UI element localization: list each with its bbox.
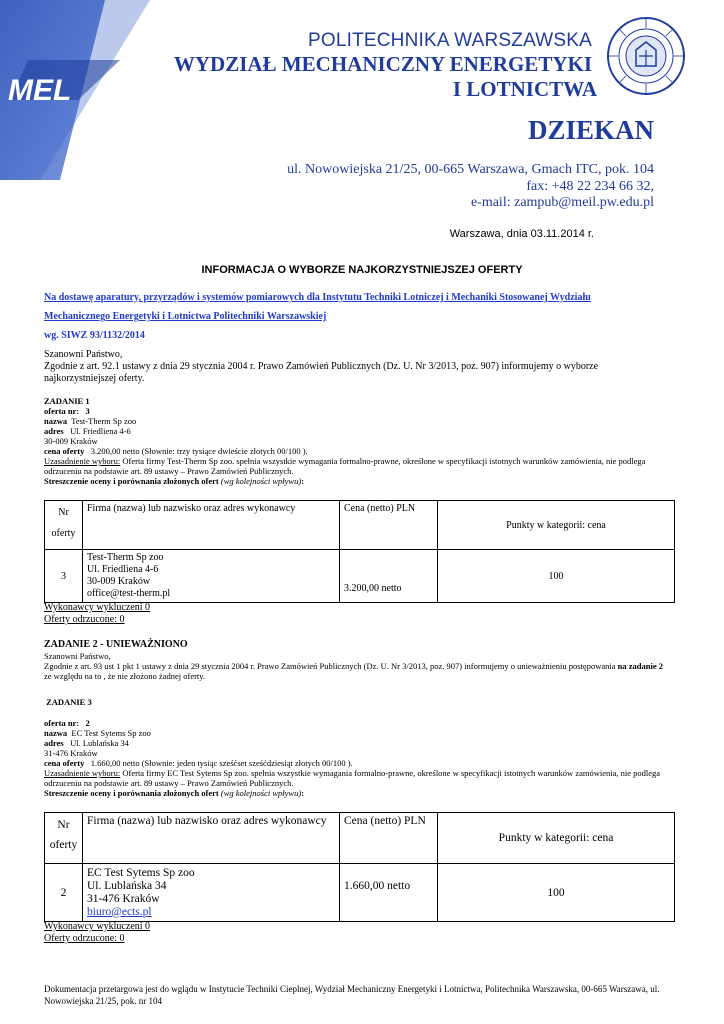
task1-excluded: Wykonawcy wykluczeni 0 [44,602,151,613]
task1-rejected: Oferty odrzucone: 0 [44,614,125,625]
header-cell-points: Punkty w kategorii: cena [438,813,675,864]
task1-justification-label: Uzasadnienie wyboru: [44,456,121,466]
task1-address1: Ul. Friedliena 4-6 [70,426,131,436]
header-cell-firm: Firma (nazwa) lub nazwisko oraz adres wykonawcy [83,501,340,550]
siwz-reference: wg. SIWZ 93/1132/2014 [44,330,145,341]
faculty-name-line2: I LOTNICTWA [452,77,597,101]
cell-price: 3.200,00 netto [340,550,438,603]
task3-offer-label: oferta nr: [44,718,80,728]
task1-summary-note: (wg kolejności wpływu) [220,476,302,486]
task3-summary-note: (wg kolejności wpływu) [220,788,302,798]
footer-note: Dokumentacja przetargowa jest do wglądu w Instytucie Techniki Cieplnej, Wydział Mechaniczny Energetyki i Lotnictwa, Politechnika Warszawska, 00-665 Warszawa, ul. Nowowiejska 21/25, pok. nr 104 [44,984,660,1006]
header-cell-points: Punkty w kategorii: cena [438,501,675,550]
task3-title: ZADANIE 3 [46,697,92,707]
header-cell-price: Cena (netto) PLN [340,501,438,550]
address-line: ul. Nowowiejska 21/25, 00-665 Warszawa, Gmach ITC, pok. 104 [287,162,654,177]
email-line[interactable]: e-mail: zampub@meil.pw.edu.pl [470,195,654,210]
table-row [45,550,675,603]
task1-offer-label: oferta nr: [44,406,80,416]
task2-greeting: Szanowni Państwo, [44,651,111,661]
task3-name-label: nazwa [44,728,68,738]
office-title: DZIEKAN [527,115,654,145]
cell-points: 100 [438,864,675,922]
document-title: INFORMACJA O WYBORZE NAJKORZYSTNIEJSZEJ OFERTY [201,264,523,276]
task1-price-label: cena oferty [44,446,85,456]
task3-summary-label: Streszczenie oceny i porównania złożonych ofert [44,788,219,798]
header-cell-firm: Firma (nazwa) lub nazwisko oraz adres wykonawcy [83,813,340,864]
header-cell-nr: Nr oferty [45,813,83,864]
cell-firm: Test-Therm Sp zoo Ul. Friedliena 4-6 30-009 Kraków office@test-therm.pl [83,550,340,603]
task3-address2: 31-476 Kraków [44,748,98,758]
task3-price-label: cena oferty [44,758,85,768]
mel-logo [0,0,150,180]
header-cell-nr: Nr oferty [45,501,83,550]
task1-title: ZADANIE 1 [44,396,90,406]
task1-name-label: nazwa [44,416,68,426]
task3-offer-number: 2 [85,718,90,728]
task3-price: 1.660,00 netto (Słownie: jeden tysiąc sześćset sześćdziesiąt złotych 00/100 ). [90,758,353,768]
university-name: POLITECHNIKA WARSZAWSKA [307,30,592,51]
cell-firm: EC Test Sytems Sp zoo Ul. Lublańska 34 31-476 Kraków biuro@ects.pl [83,864,340,922]
header-cell-price: Cena (netto) PLN [340,813,438,864]
faculty-name-line1: WYDZIAŁ MECHANICZNY ENERGETYKI [173,52,592,76]
task3-justification: Oferta firmy EC Test Sytems Sp zoo. spełnia wszystkie wymagania formalno-prawne, określone w specyfikacji istotnych warunków zamówienia, nie podlega odrzuceniu na podstawie art. 89 ustawy – Prawo Zamówień Publicznych. [44,768,661,788]
task1-address2: 30-009 Kraków [44,436,98,446]
task1-name: Test-Therm Sp zoo [71,416,137,426]
subject-line2: Mechanicznego Energetyki i Lotnictwa Politechniki Warszawskiej [44,311,327,322]
task2-text: Zgodnie z art. 93 ust 1 pkt 1 ustawy z dnia 29 stycznia 2004 r. Prawo Zamówień Publicznych (Dz. U. Nr 3/2013, poz. 907) informujemy o unieważnieniu postępowania na zadanie 2 ze względu na to , że nie złożono żadnej oferty. [44,661,663,681]
task1-address-label: adres [44,426,64,436]
cell-points: 100 [438,550,675,603]
cell-nr: 2 [45,864,83,922]
task3-name: EC Test Sytems Sp zoo [71,728,151,738]
intro-paragraph: Zgodnie z art. 92.1 ustawy z dnia 29 stycznia 2004 r. Prawo Zamówień Publicznych (Dz. U. Nr 3/2013, poz. 907) informujemy o wyborze najkorzystniejszej oferty. [44,361,599,384]
task1-offer-number: 3 [85,406,90,416]
document-date: Warszawa, dnia 03.11.2014 r. [449,228,594,240]
table-header-row [45,813,675,864]
task3-justification-label: Uzasadnienie wyboru: [44,768,121,778]
task1-block: ZADANIE 1 oferta nr: 3 nazwa Test-Therm Sp zoo adres Ul. Friedliena 4-6 30-009 Kraków cena oferty 3.200,00 netto (Słownie: trzy tysiące dwieście złotych 00/100 ). Uzasadnienie wyboru: Oferta firmy Test-Therm Sp zoo. spełnia wszystkie wymagania formalno-prawne, określone w specyfikacji istotnych warunków zamówienia, nie podlega odrzuceniu na podstawie art. 89 ustawy – Prawo Zamówień Publicznych. Streszczenie oceny i porównania złożonych ofert (wg kolejności wpływu): [44,396,684,486]
task3-offers-table [44,812,675,922]
fax-line: fax: +48 22 234 66 32, [526,179,654,194]
task1-summary-label: Streszczenie oceny i porównania złożonych ofert [44,476,219,486]
task3-email-link[interactable]: biuro@ects.pl [87,905,152,918]
task1-price: 3.200,00 netto (Słownie: trzy tysiące dwieście złotych 00/100 ). [90,446,308,456]
task3-address-label: adres [44,738,64,748]
task2-title: ZADANIE 2 - UNIEWAŻNIONO [44,639,188,650]
cell-price: 1.660,00 netto [340,864,438,922]
greeting: Szanowni Państwo, [44,349,123,360]
task3-excluded: Wykonawcy wykluczeni 0 [44,921,151,932]
task2-block [44,651,664,681]
task3-block: oferta nr: 2 nazwa EC Test Sytems Sp zoo adres Ul. Lublańska 34 31-476 Kraków cena oferty 1.660,00 netto (Słownie: jeden tysiąc sześćset sześćdziesiąt złotych 00/100 ). Uzasadnienie wyboru: Oferta firmy EC Test Sytems Sp zoo. spełnia wszystkie wymagania formalno-prawne, określone w specyfikacji istotnych warunków zamówienia, nie podlega odrzuceniu na podstawie art. 89 ustawy – Prawo Zamówień Publicznych. Streszczenie oceny i porównania złożonych ofert (wg kolejności wpływu): [44,718,684,798]
subject-line1: Na dostawę aparatury, przyrządów i systemów pomiarowych dla Instytutu Techniki Lotniczej i Mechaniki Stosowanej Wydziału [44,292,591,303]
task1-justification: Oferta firmy Test-Therm Sp zoo. spełnia wszystkie wymagania formalno-prawne, określone w specyfikacji istotnych warunków zamówienia, nie podlega odrzuceniu na podstawie art. 89 ustawy – Prawo Zamówień Publicznych. [44,456,646,476]
university-seal-icon [606,16,686,96]
task3-address1: Ul. Lublańska 34 [70,738,129,748]
table-row [45,864,675,922]
task1-offers-table [44,500,675,603]
task3-rejected: Oferty odrzucone: 0 [44,933,125,944]
cell-nr: 3 [45,550,83,603]
svg-text:MEL: MEL [8,74,72,107]
table-header-row [45,501,675,550]
